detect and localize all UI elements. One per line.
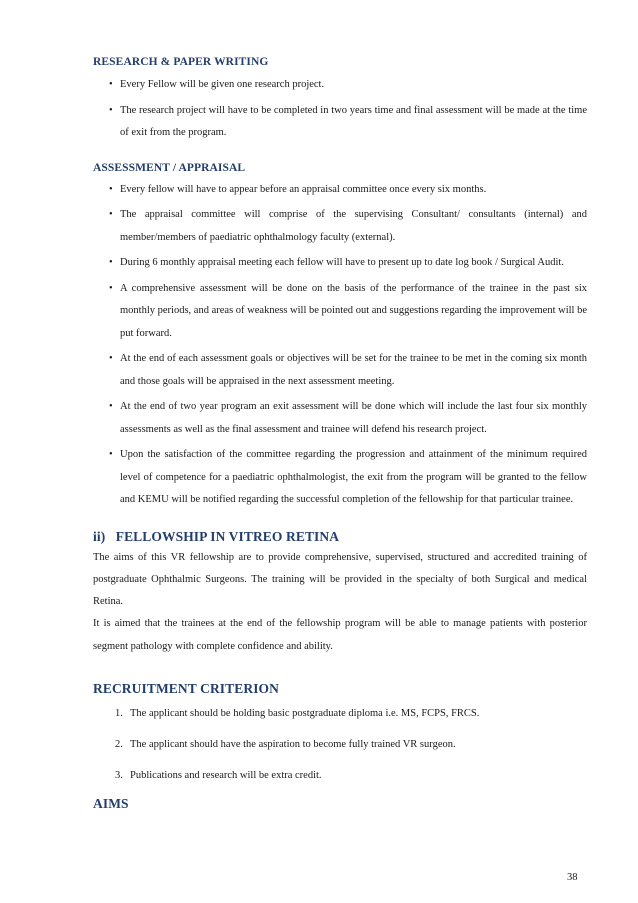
list-text: Publications and research will be extra credit.	[130, 769, 322, 781]
list-number: 1.	[115, 707, 123, 719]
list-number: 3.	[115, 769, 123, 781]
list-item: • A comprehensive assessment will be done on the basis of the performance of the trainee in the past six monthly periods, and areas of weakness will be pointed out and suggestions regarding the improvement will be put forward.	[93, 278, 587, 346]
list-text: The applicant should be holding basic postgraduate diploma i.e. MS, FCPS, FRCS.	[130, 707, 480, 719]
list-item: • At the end of each assessment goals or objectives will be set for the trainee to be met in the coming six month and those goals will be appraised in the next assessment meeting.	[93, 348, 587, 393]
list-item	[93, 765, 587, 787]
assessment-list	[93, 179, 587, 512]
recruitment-heading: RECRUITMENT CRITERION	[93, 680, 280, 696]
assessment-heading: ASSESSMENT / APPRAISAL	[93, 161, 246, 174]
fellowship-heading: ii) FELLOWSHIP IN VITREO RETINA	[93, 528, 340, 544]
fellowship-paragraph: The aims of this VR fellowship are to provide comprehensive, supervised, structured and accredited training of postgraduate Ophthalmic Surgeons. The training will be provided in the specialty of both Surgical and medical Retina.	[93, 551, 587, 608]
list-item: • During 6 monthly appraisal meeting each fellow will have to present up to date log book / Surgical Audit.	[93, 252, 587, 275]
research-heading: RESEARCH & PAPER WRITING	[93, 56, 269, 68]
list-item	[93, 734, 587, 756]
aims-heading: AIMS	[93, 795, 129, 811]
list-item: • At the end of two year program an exit assessment will be done which will include the last four six monthly assessments as well as the final assessment and trainee will defend his research project.	[93, 396, 587, 441]
list-text: The applicant should have the aspiration to become fully trained VR surgeon.	[130, 738, 456, 750]
list-item	[93, 703, 587, 725]
document-page	[93, 50, 587, 812]
list-item: • Every Fellow will be given one research project.	[93, 74, 587, 97]
page-number: 38	[567, 872, 578, 883]
list-item: • Every fellow will have to appear before an appraisal committee once every six months.	[93, 179, 587, 202]
list-number: 2.	[115, 738, 123, 750]
list-item: • The research project will have to be completed in two years time and final assessment will be made at the time of exit from the program.	[93, 100, 587, 145]
recruitment-list	[93, 703, 587, 787]
list-item: • The appraisal committee will comprise of the supervising Consultant/ consultants (internal) and member/members of paediatric ophthalmology faculty (external).	[93, 204, 587, 249]
list-item: • Upon the satisfaction of the committee regarding the progression and attainment of the minimum required level of competence for a paediatric ophthalmologist, the exit from the program will be granted to the fellow and KEMU will be notified regarding the successful completion of the fellowship for that particular trainee.	[93, 444, 587, 512]
fellowship-paragraph: It is aimed that the trainees at the end of the fellowship program will be able to manage patients with posterior segment pathology with complete confidence and ability.	[93, 618, 587, 652]
research-list	[93, 74, 587, 145]
